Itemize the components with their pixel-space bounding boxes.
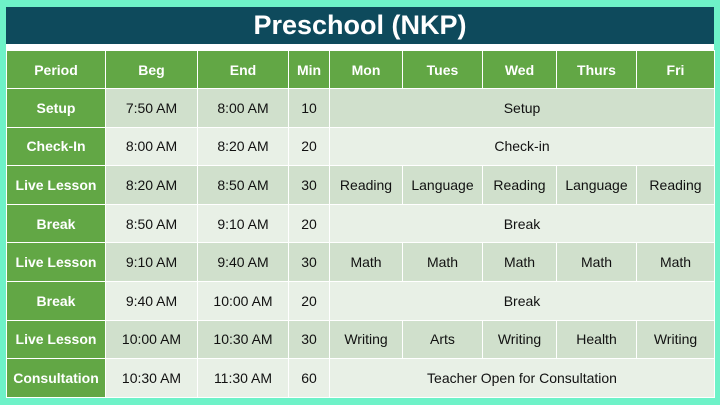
end-time-cell: 9:10 AM [198,204,289,243]
slide [6,7,714,398]
column-header: Tues [403,51,483,89]
column-header: Mon [330,51,403,89]
table-row [7,243,715,282]
period-cell: Setup [7,89,106,128]
table-row [7,127,715,166]
page-title: Preschool (NKP) [6,7,714,44]
period-cell: Break [7,281,106,320]
table-row [7,320,715,359]
day-activity-cell: Language [557,166,637,205]
end-time-cell: 11:30 AM [198,359,289,398]
day-activity-cell: Writing [637,320,715,359]
begin-time-cell: 9:10 AM [106,243,198,282]
day-activity-cell: Health [557,320,637,359]
column-header: Wed [483,51,557,89]
begin-time-cell: 8:20 AM [106,166,198,205]
day-activity-cell: Arts [403,320,483,359]
day-activity-cell: Language [403,166,483,205]
day-activity-cell: Math [557,243,637,282]
day-activity-cell: Math [403,243,483,282]
column-header: Fri [637,51,715,89]
period-cell: Break [7,204,106,243]
day-activity-cell: Writing [330,320,403,359]
activity-span-cell: Teacher Open for Consultation [330,359,715,398]
minutes-cell: 60 [289,359,330,398]
minutes-cell: 30 [289,243,330,282]
day-activity-cell: Math [330,243,403,282]
begin-time-cell: 10:00 AM [106,320,198,359]
table-row [7,89,715,128]
minutes-cell: 30 [289,166,330,205]
table-row [7,166,715,205]
schedule-table [6,50,715,398]
minutes-cell: 20 [289,127,330,166]
end-time-cell: 8:20 AM [198,127,289,166]
period-cell: Live Lesson [7,166,106,205]
begin-time-cell: 8:00 AM [106,127,198,166]
column-header: Beg [106,51,198,89]
column-header: Thurs [557,51,637,89]
end-time-cell: 8:00 AM [198,89,289,128]
day-activity-cell: Reading [637,166,715,205]
begin-time-cell: 7:50 AM [106,89,198,128]
minutes-cell: 10 [289,89,330,128]
activity-span-cell: Break [330,281,715,320]
day-activity-cell: Reading [330,166,403,205]
column-header: Min [289,51,330,89]
period-cell: Consultation [7,359,106,398]
day-activity-cell: Math [483,243,557,282]
table-row [7,281,715,320]
minutes-cell: 20 [289,281,330,320]
column-header: End [198,51,289,89]
end-time-cell: 10:00 AM [198,281,289,320]
end-time-cell: 9:40 AM [198,243,289,282]
end-time-cell: 10:30 AM [198,320,289,359]
day-activity-cell: Writing [483,320,557,359]
day-activity-cell: Reading [483,166,557,205]
table-row [7,359,715,398]
column-header: Period [7,51,106,89]
period-cell: Check-In [7,127,106,166]
activity-span-cell: Check-in [330,127,715,166]
period-cell: Live Lesson [7,243,106,282]
minutes-cell: 20 [289,204,330,243]
day-activity-cell: Math [637,243,715,282]
minutes-cell: 30 [289,320,330,359]
activity-span-cell: Break [330,204,715,243]
end-time-cell: 8:50 AM [198,166,289,205]
header-row [7,51,715,89]
period-cell: Live Lesson [7,320,106,359]
begin-time-cell: 8:50 AM [106,204,198,243]
activity-span-cell: Setup [330,89,715,128]
begin-time-cell: 10:30 AM [106,359,198,398]
table-row [7,204,715,243]
begin-time-cell: 9:40 AM [106,281,198,320]
